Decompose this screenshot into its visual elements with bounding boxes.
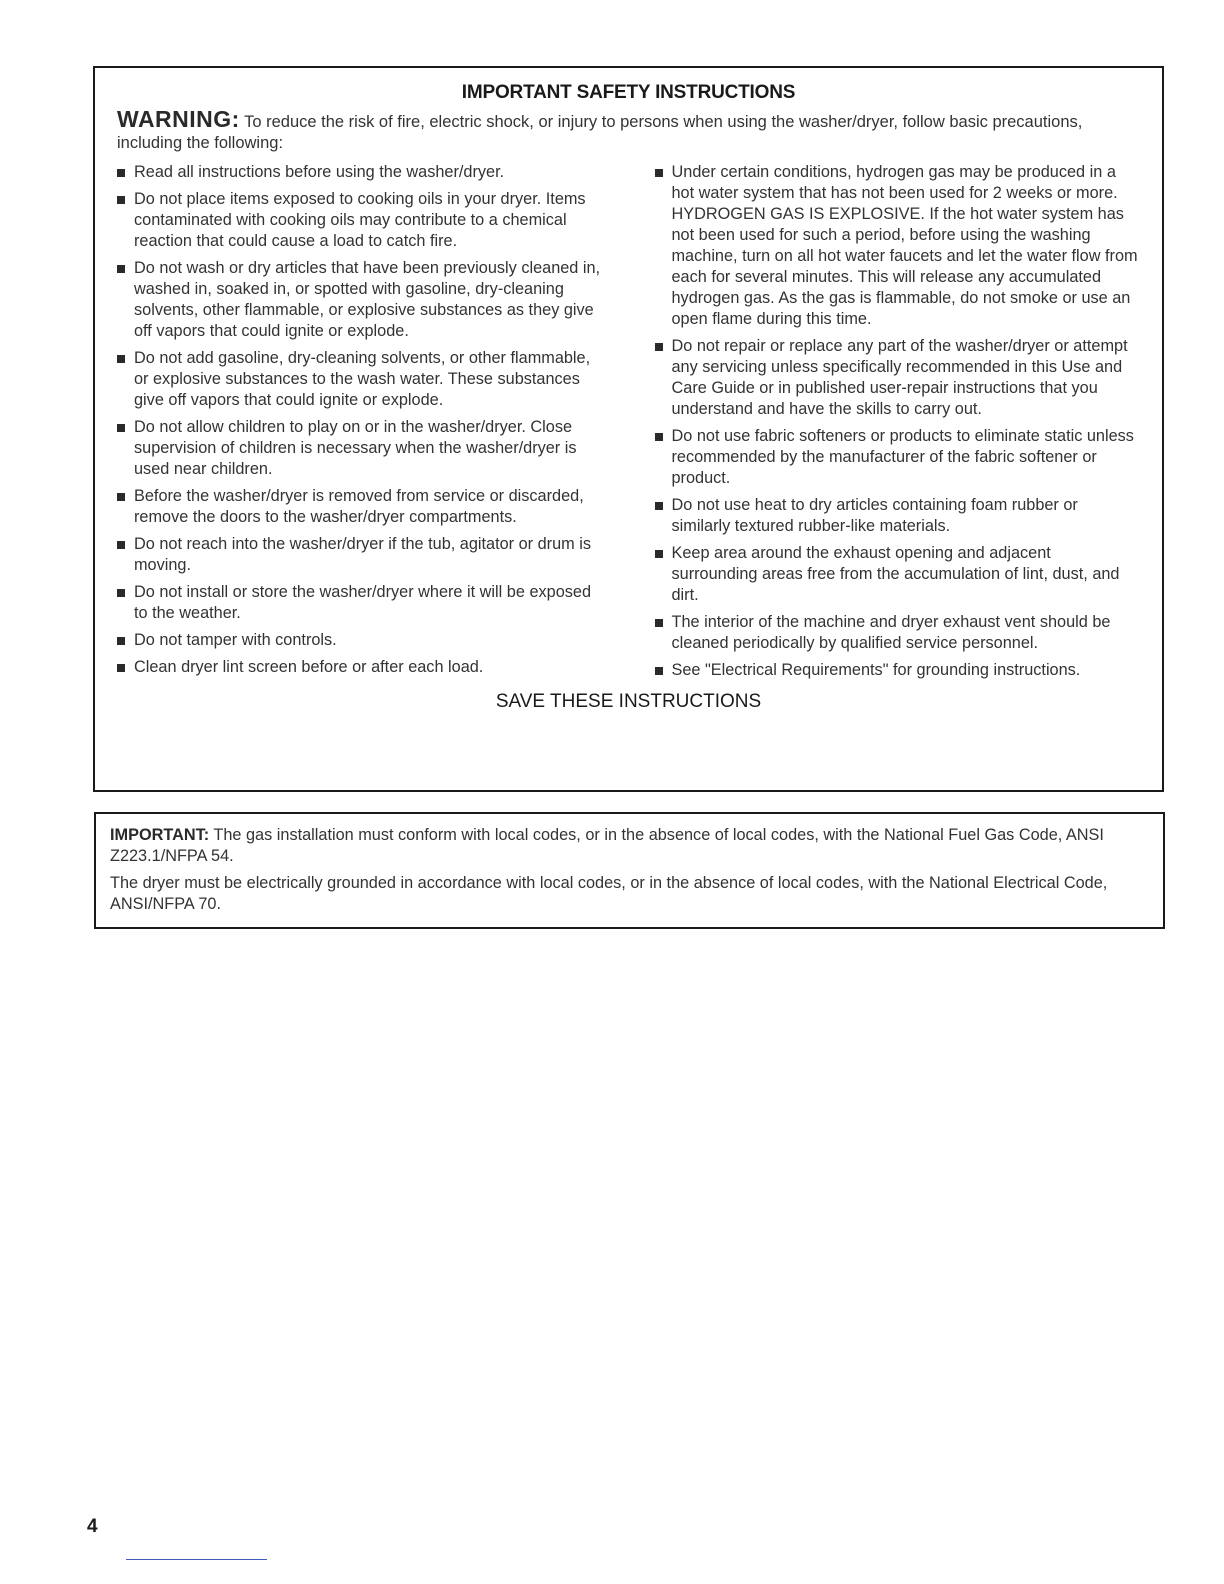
list-item-text: Do not tamper with controls. [134,631,337,649]
list-item [655,495,1141,537]
list-item [117,486,603,528]
square-bullet-icon [117,493,125,501]
safety-instructions-box [93,66,1164,792]
list-item-text: Keep area around the exhaust opening and adjacent surrounding areas free from the accumulation of lint, dust, and dirt. [671,544,1120,604]
important-gas-text: The gas installation must conform with local codes, or in the absence of local codes, with the National Fuel Gas Code, ANSI Z223.1/NFPA 54. [110,826,1104,865]
square-bullet-icon [117,196,125,204]
warning-paragraph [117,106,1140,154]
list-item [117,630,603,651]
list-item [117,162,603,183]
list-item-text: Do not repair or replace any part of the washer/dryer or attempt any servicing unless specifically recommended in this Use and Care Guide or in published user-repair instructions that you understand and have the skills to carry out. [671,337,1128,418]
list-item [117,417,603,480]
list-item-text: Do not place items exposed to cooking oils in your dryer. Items contaminated with cooking oils may contribute to a chemical reaction that could cause a load to catch fire. [134,190,586,250]
warning-text: To reduce the risk of fire, electric shock, or injury to persons when using the washer/dryer, follow basic precautions, including the following: [117,113,1083,152]
list-item-text: Before the washer/dryer is removed from service or discarded, remove the doors to the washer/dryer compartments. [134,487,584,526]
right-instruction-list [655,162,1141,687]
list-item-text: Read all instructions before using the washer/dryer. [134,163,505,181]
square-bullet-icon [655,550,663,558]
square-bullet-icon [655,619,663,627]
important-paragraph-electric: The dryer must be electrically grounded in accordance with local codes, or in the absence of local codes, with the National Electrical Code, ANSI/NFPA 70. [110,874,1108,913]
list-item [117,258,603,342]
list-item [117,534,603,576]
list-item-text: Do not use fabric softeners or products to eliminate static unless recommended by the manufacturer of the fabric softener or product. [671,427,1134,487]
square-bullet-icon [117,541,125,549]
list-item [655,543,1141,606]
important-notice-box [94,812,1165,929]
list-item-text: Clean dryer lint screen before or after each load. [134,658,484,676]
list-item-text: Do not add gasoline, dry-cleaning solvents, or other flammable, or explosive substances to the wash water. These substances give off vapors that could ignite or explode. [134,349,591,409]
list-item [117,657,603,678]
important-paragraph-gas [110,825,1149,867]
list-item [655,162,1141,330]
list-item [655,612,1141,654]
list-item-text: Do not use heat to dry articles containing foam rubber or similarly textured rubber-like materials. [671,496,1078,535]
list-item-text: Do not install or store the washer/dryer where it will be exposed to the weather. [134,583,591,622]
list-item-text: See "Electrical Requirements" for grounding instructions. [671,661,1081,679]
list-item-text: The interior of the machine and dryer exhaust vent should be cleaned periodically by qualified service personnel. [671,613,1111,652]
square-bullet-icon [117,265,125,273]
list-item [117,582,603,624]
left-instruction-list [117,162,603,687]
instruction-columns [117,162,1140,687]
square-bullet-icon [655,433,663,441]
page-number: 4 [87,1516,98,1537]
list-item [655,426,1141,489]
square-bullet-icon [117,169,125,177]
list-item [117,189,603,252]
square-bullet-icon [655,502,663,510]
list-item-text: Do not allow children to play on or in the washer/dryer. Close supervision of children is necessary when the washer/dryer is used near children. [134,418,577,478]
list-item [117,348,603,411]
square-bullet-icon [117,424,125,432]
footer-divider [126,1559,267,1560]
square-bullet-icon [117,589,125,597]
list-item [655,660,1141,681]
square-bullet-icon [655,667,663,675]
important-label: IMPORTANT: [110,826,210,844]
square-bullet-icon [655,169,663,177]
safety-title: IMPORTANT SAFETY INSTRUCTIONS [461,82,796,103]
save-instructions-heading: SAVE THESE INSTRUCTIONS [495,691,762,712]
list-item-text: Do not reach into the washer/dryer if the tub, agitator or drum is moving. [134,535,592,574]
list-item-text: Do not wash or dry articles that have been previously cleaned in, washed in, soaked in, or spotted with gasoline, dry-cleaning solvents, other flammable, or explosive substances as they give off vapors that could ignite or explode. [134,259,601,340]
square-bullet-icon [117,355,125,363]
list-item-text: Under certain conditions, hydrogen gas may be produced in a hot water system that has not been used for 2 weeks or more. HYDROGEN GAS IS EXPLOSIVE. If the hot water system has not been used for such a period, before using the washing machine, turn on all hot water faucets and let the water flow from each for several minutes. This will release any accumulated hydrogen gas. As the gas is flammable, do not smoke or use an open flame during this time. [671,163,1138,328]
square-bullet-icon [655,343,663,351]
warning-label: WARNING: [117,106,240,132]
square-bullet-icon [117,664,125,672]
square-bullet-icon [117,637,125,645]
list-item [655,336,1141,420]
